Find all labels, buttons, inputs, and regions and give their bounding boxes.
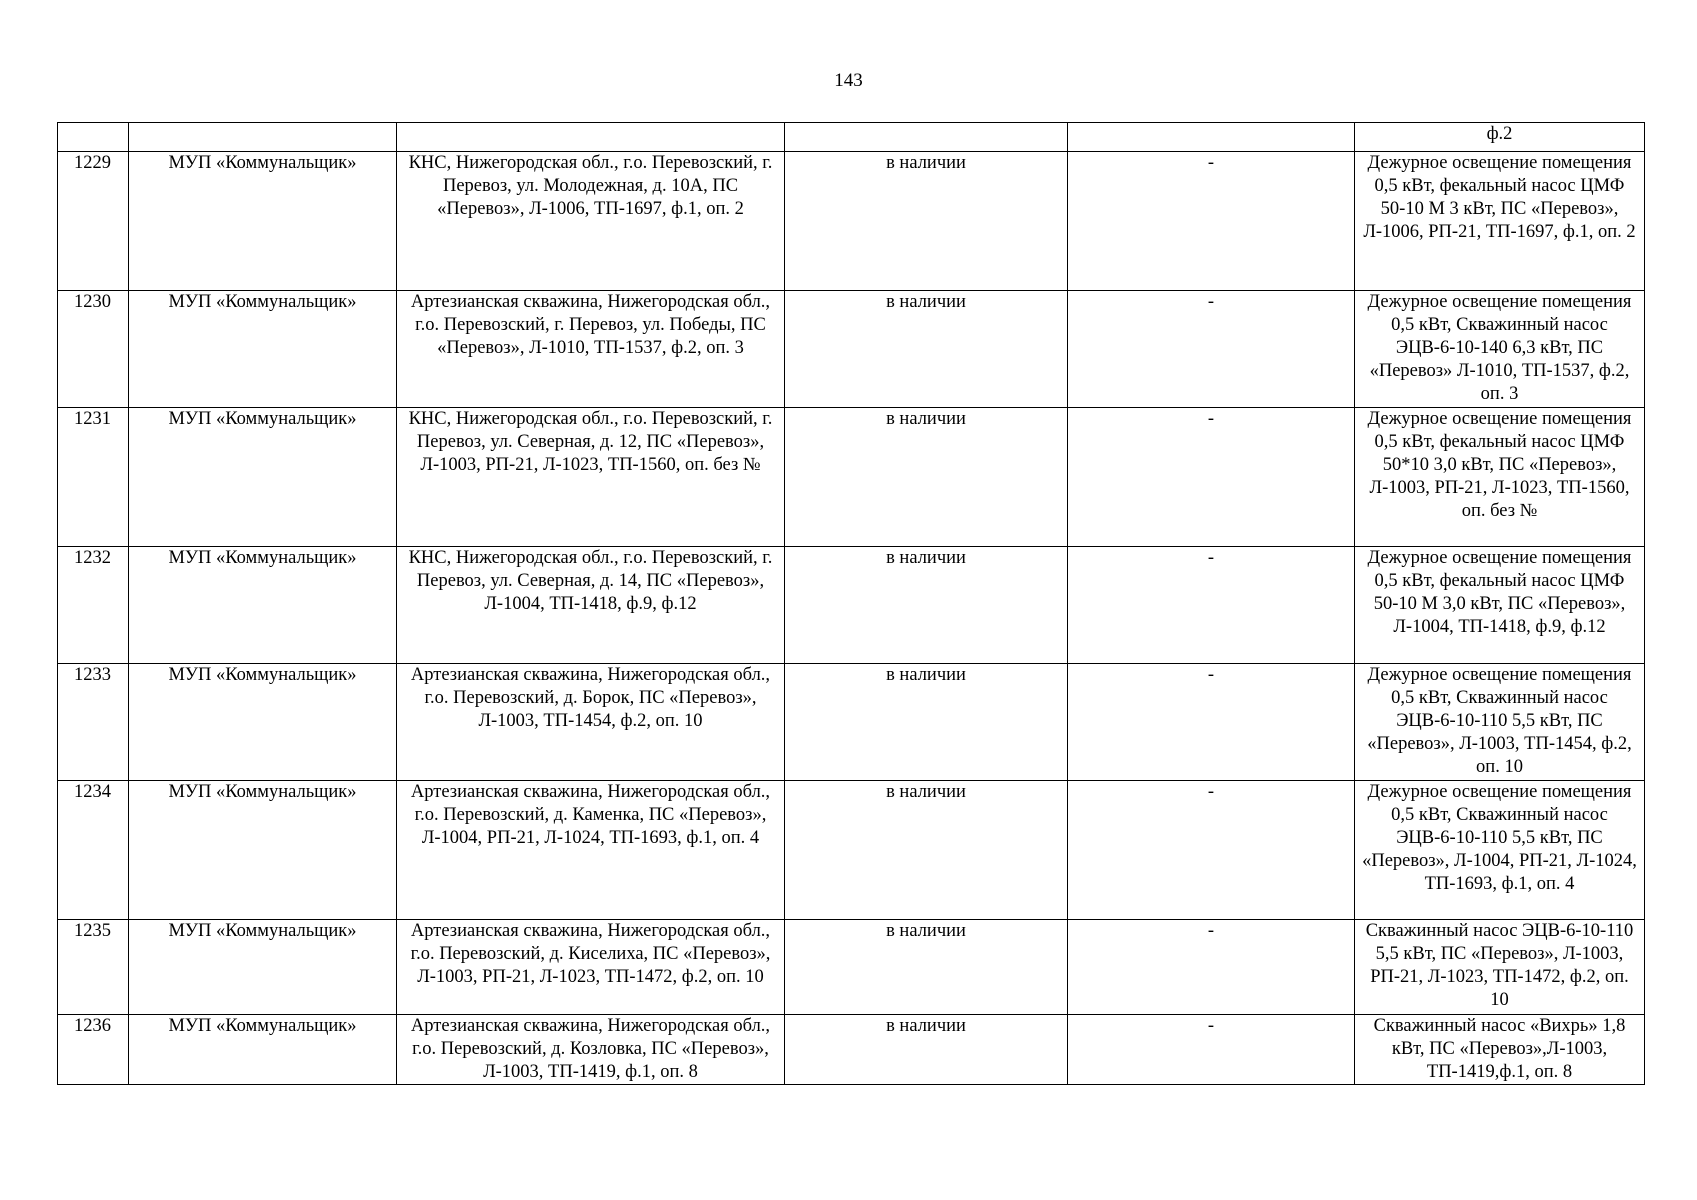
extra-cell: - [1068,1015,1355,1085]
page-number: 143 [834,70,863,91]
availability-cell: в наличии [785,781,1068,920]
row-number: 1229 [58,152,129,291]
object-cell: КНС, Нижегородская обл., г.о. Перевозский, г. Перевоз, ул. Северная, д. 12, ПС «Перевоз», Л-1003, РП-21, Л-1023, ТП-1560, оп. без № [397,408,785,547]
row-number: 1231 [58,408,129,547]
organization-cell: МУП «Коммунальщик» [129,408,397,547]
table-row [58,152,1645,291]
organization-cell: МУП «Коммунальщик» [129,291,397,408]
object-cell: КНС, Нижегородская обл., г.о. Перевозский, г. Перевоз, ул. Северная, д. 14, ПС «Перевоз», Л-1004, ТП-1418, ф.9, ф.12 [397,547,785,664]
table-row [58,781,1645,920]
table-row [58,291,1645,408]
organization-cell: МУП «Коммунальщик» [129,781,397,920]
row-number: 1236 [58,1015,129,1085]
table-row [58,920,1645,1015]
organization-cell: МУП «Коммунальщик» [129,920,397,1015]
equipment-cell: Дежурное освещение помещения 0,5 кВт, Скважинный насос ЭЦВ-6-10-110 5,5 кВт, ПС «Перевоз», Л-1004, РП-21, Л-1024, ТП-1693, ф.1, оп. 4 [1355,781,1645,920]
extra-cell: - [1068,291,1355,408]
row-number: 1234 [58,781,129,920]
object-cell: Артезианская скважина, Нижегородская обл., г.о. Перевозский, д. Борок, ПС «Перевоз», Л-1003, ТП-1454, ф.2, оп. 10 [397,664,785,781]
object-cell [397,123,785,152]
availability-cell: в наличии [785,664,1068,781]
equipment-cell: Дежурное освещение помещения 0,5 кВт, Скважинный насос ЭЦВ-6-10-110 5,5 кВт, ПС «Перевоз», Л-1003, ТП-1454, ф.2, оп. 10 [1355,664,1645,781]
organization-cell: МУП «Коммунальщик» [129,152,397,291]
equipment-cell: Скважинный насос «Вихрь» 1,8 кВт, ПС «Перевоз»,Л-1003, ТП-1419,ф.1, оп. 8 [1355,1015,1645,1085]
object-cell: КНС, Нижегородская обл., г.о. Перевозский, г. Перевоз, ул. Молодежная, д. 10А, ПС «Перевоз», Л-1006, ТП-1697, ф.1, оп. 2 [397,152,785,291]
availability-cell [785,123,1068,152]
extra-cell: - [1068,920,1355,1015]
extra-cell: - [1068,664,1355,781]
table-row [58,1015,1645,1085]
extra-cell: - [1068,781,1355,920]
row-number: 1233 [58,664,129,781]
availability-cell: в наличии [785,291,1068,408]
row-number: 1232 [58,547,129,664]
equipment-cell: ф.2 [1355,123,1645,152]
row-number [58,123,129,152]
data-table [57,122,1645,1085]
availability-cell: в наличии [785,408,1068,547]
table-row [58,123,1645,152]
object-cell: Артезианская скважина, Нижегородская обл., г.о. Перевозский, д. Козловка, ПС «Перевоз», Л-1003, ТП-1419, ф.1, оп. 8 [397,1015,785,1085]
equipment-cell: Дежурное освещение помещения 0,5 кВт, фекальный насос ЦМФ 50-10 М 3 кВт, ПС «Перевоз», Л-1006, РП-21, ТП-1697, ф.1, оп. 2 [1355,152,1645,291]
table-row [58,408,1645,547]
equipment-cell: Дежурное освещение помещения 0,5 кВт, фекальный насос ЦМФ 50-10 М 3,0 кВт, ПС «Перевоз», Л-1004, ТП-1418, ф.9, ф.12 [1355,547,1645,664]
equipment-cell: Скважинный насос ЭЦВ-6-10-110 5,5 кВт, ПС «Перевоз», Л-1003, РП-21, Л-1023, ТП-1472, ф.2, оп. 10 [1355,920,1645,1015]
organization-cell: МУП «Коммунальщик» [129,547,397,664]
equipment-cell: Дежурное освещение помещения 0,5 кВт, фекальный насос ЦМФ 50*10 3,0 кВт, ПС «Перевоз», Л-1003, РП-21, Л-1023, ТП-1560, оп. без № [1355,408,1645,547]
object-cell: Артезианская скважина, Нижегородская обл., г.о. Перевозский, г. Перевоз, ул. Победы, ПС «Перевоз», Л-1010, ТП-1537, ф.2, оп. 3 [397,291,785,408]
organization-cell: МУП «Коммунальщик» [129,664,397,781]
table-row [58,547,1645,664]
availability-cell: в наличии [785,152,1068,291]
object-cell: Артезианская скважина, Нижегородская обл., г.о. Перевозский, д. Каменка, ПС «Перевоз», Л-1004, РП-21, Л-1024, ТП-1693, ф.1, оп. 4 [397,781,785,920]
organization-cell: МУП «Коммунальщик» [129,1015,397,1085]
equipment-cell: Дежурное освещение помещения 0,5 кВт, Скважинный насос ЭЦВ-6-10-140 6,3 кВт, ПС «Перевоз» Л-1010, ТП-1537, ф.2, оп. 3 [1355,291,1645,408]
availability-cell: в наличии [785,1015,1068,1085]
row-number: 1235 [58,920,129,1015]
extra-cell: - [1068,152,1355,291]
table-row [58,664,1645,781]
extra-cell: - [1068,547,1355,664]
object-cell: Артезианская скважина, Нижегородская обл., г.о. Перевозский, д. Киселиха, ПС «Перевоз», Л-1003, РП-21, Л-1023, ТП-1472, ф.2, оп. 10 [397,920,785,1015]
availability-cell: в наличии [785,920,1068,1015]
extra-cell: - [1068,408,1355,547]
row-number: 1230 [58,291,129,408]
organization-cell [129,123,397,152]
extra-cell [1068,123,1355,152]
availability-cell: в наличии [785,547,1068,664]
